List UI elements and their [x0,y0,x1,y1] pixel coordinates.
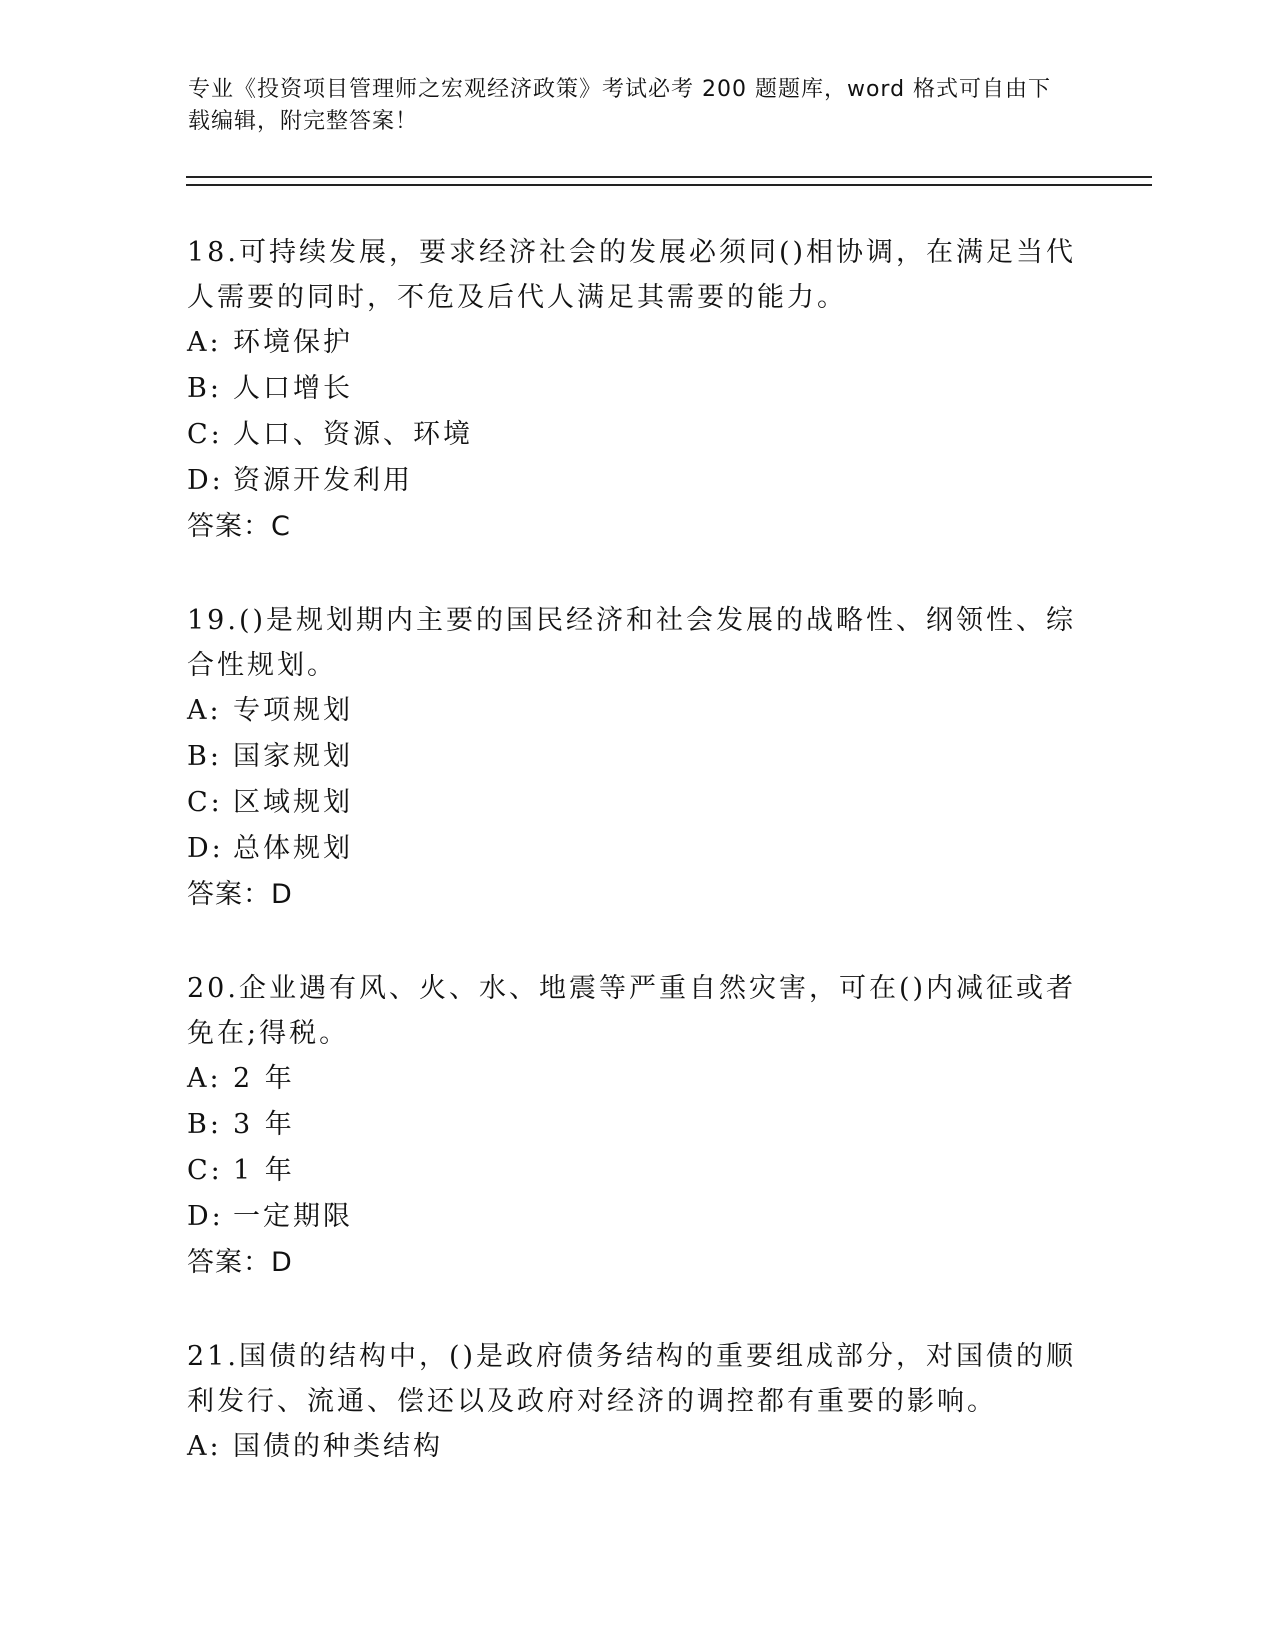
option-text: 环境保护 [233,327,353,358]
option-letter: A: [187,695,222,726]
option-letter: D: [187,465,224,496]
option-text: 2 年 [233,1063,295,1094]
option-a [187,320,1087,366]
option-c [187,780,1087,826]
question-21 [187,1334,1087,1470]
document-header: 专业《投资项目管理师之宏观经济政策》考试必考 200 题题库，word 格式可自由下载编辑，附完整答案！ [188,77,1052,134]
option-b [187,734,1087,780]
option-a [187,1056,1087,1102]
question-19 [187,598,1087,918]
option-b [187,1102,1087,1148]
option-text: 区域规划 [233,787,353,818]
option-text: 1 年 [233,1155,295,1186]
answer-line: 答案：C [187,511,291,542]
question-18 [187,230,1087,550]
option-letter: A: [187,1431,222,1462]
option-d [187,826,1087,872]
option-text: 专项规划 [233,695,353,726]
option-letter: D: [187,833,224,864]
option-text: 3 年 [233,1109,295,1140]
question-stem: 21.国债的结构中，()是政府债务结构的重要组成部分，对国债的顺利发行、流通、偿还以及政府对经济的调控都有重要的影响。 [187,1341,1077,1417]
option-c [187,412,1087,458]
option-a [187,1424,1087,1470]
option-letter: A: [187,1063,222,1094]
option-d [187,1194,1087,1240]
question-stem: 18.可持续发展，要求经济社会的发展必须同()相协调，在满足当代人需要的同时，不危及后代人满足其需要的能力。 [187,237,1077,313]
option-letter: C: [187,787,223,818]
option-letter: D: [187,1201,224,1232]
option-letter: C: [187,419,223,450]
question-list [187,230,1087,1518]
option-letter: B: [187,741,222,772]
option-text: 总体规划 [233,833,353,864]
answer-line: 答案：D [187,879,293,910]
option-text: 一定期限 [233,1201,353,1232]
question-stem: 20.企业遇有风、火、水、地震等严重自然灾害，可在()内减征或者免在;得税。 [187,973,1077,1049]
option-text: 国债的种类结构 [233,1431,443,1462]
answer-line: 答案：D [187,1247,293,1278]
option-a [187,688,1087,734]
option-text: 资源开发利用 [233,465,413,496]
option-letter: A: [187,327,222,358]
option-letter: B: [187,1109,222,1140]
question-20 [187,966,1087,1286]
option-text: 人口增长 [233,373,353,404]
header-divider [186,176,1152,186]
option-b [187,366,1087,412]
option-text: 国家规划 [233,741,353,772]
question-stem: 19.()是规划期内主要的国民经济和社会发展的战略性、纲领性、综合性规划。 [187,605,1077,681]
option-c [187,1148,1087,1194]
option-d [187,458,1087,504]
option-letter: C: [187,1155,223,1186]
option-letter: B: [187,373,222,404]
option-text: 人口、资源、环境 [233,419,473,450]
